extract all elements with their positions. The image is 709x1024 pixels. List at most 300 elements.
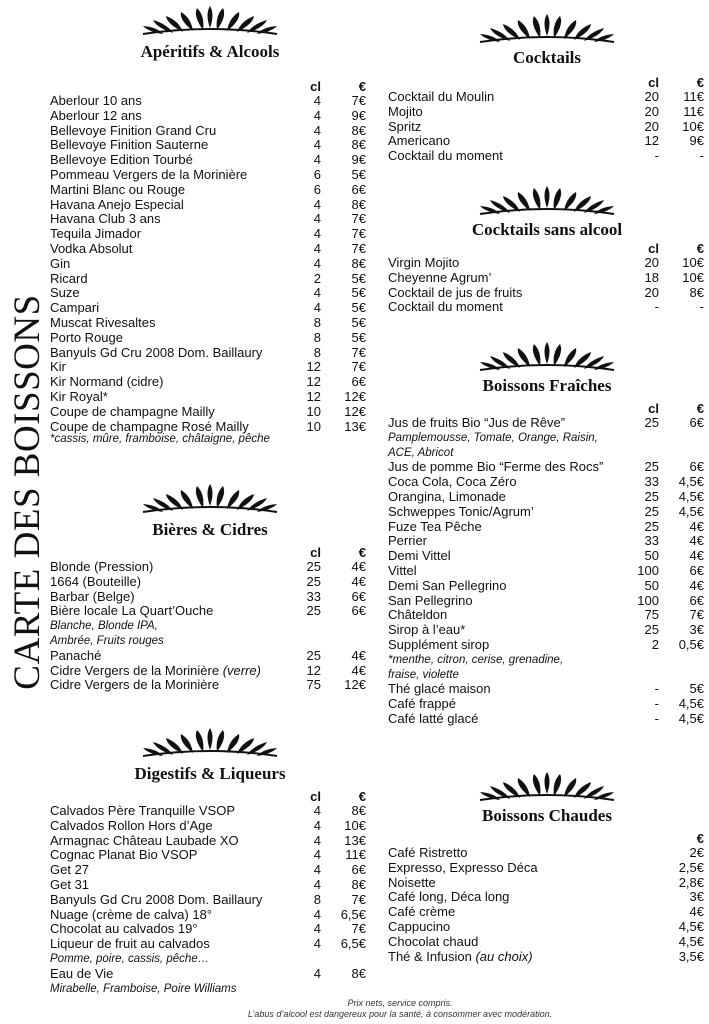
- item-price: 7€: [351, 211, 366, 227]
- menu-row: [388, 300, 704, 315]
- menu-row: [388, 712, 704, 727]
- item-name: Spritz: [388, 118, 422, 134]
- item-volume: -: [654, 148, 659, 164]
- item-price: 7€: [351, 891, 366, 907]
- item-volume: 4: [313, 152, 321, 168]
- menu-row: [388, 846, 704, 861]
- item-volume: 4: [313, 862, 321, 878]
- cocktails-table: cl € Cocktail du Moulin 20 11€ Mojito 20 11€ Spritz 20 10€ Americano 12 9€ Cocktail du moment - -: [388, 75, 704, 164]
- item-volume: 33: [644, 474, 659, 490]
- section-cocktails: [388, 14, 706, 164]
- item-name: Châteldon: [388, 607, 448, 623]
- item-name: Bellevoye Finition Grand Cru: [50, 122, 217, 138]
- item-volume: 4: [313, 122, 321, 138]
- menu-row: [388, 638, 704, 653]
- menu-row: [50, 405, 366, 420]
- menu-row: [388, 416, 704, 431]
- item-name: Blonde (Pression): [50, 559, 154, 574]
- item-price: 6€: [689, 592, 704, 608]
- section-chaudes: [388, 772, 706, 964]
- item-volume: 4: [313, 832, 321, 848]
- menu-row: [50, 138, 366, 153]
- item-name: Bellevoye Edition Tourbé: [50, 152, 193, 168]
- item-price: 4,5€: [678, 933, 704, 949]
- item-price: 4€: [689, 904, 704, 920]
- item-name: Liqueur de fruit au calvados: [50, 936, 210, 952]
- item-volume: 2: [651, 636, 659, 652]
- item-volume: 4: [313, 196, 321, 212]
- menu-row: [50, 937, 366, 952]
- leaf-ornament-icon: [472, 186, 622, 216]
- item-name: Aberlour 12 ans: [50, 107, 142, 123]
- leaf-ornament-icon: [135, 6, 285, 36]
- menu-row: [388, 271, 704, 286]
- menu-row: [50, 420, 366, 435]
- item-price: 4€: [689, 548, 704, 564]
- menu-row: Cidre Vergers de la Morinière (verre) 12 4€: [50, 662, 366, 678]
- leaf-ornament-icon: [135, 728, 285, 758]
- menu-row: [50, 109, 366, 124]
- menu-row: [50, 878, 366, 893]
- item-price: 0,5€: [678, 636, 704, 652]
- item-price: 5€: [351, 314, 366, 330]
- item-volume: 20: [644, 103, 659, 119]
- menu-row: [388, 594, 704, 609]
- item-volume: 100: [637, 562, 659, 578]
- item-price: 11€: [683, 103, 704, 119]
- item-price: 4€: [351, 573, 366, 589]
- menu-row: [50, 316, 366, 331]
- section-title: Boissons Fraîches: [482, 376, 612, 395]
- menu-row: [50, 257, 366, 272]
- menu-row: [50, 124, 366, 139]
- item-volume: 25: [644, 415, 659, 430]
- menu-row: [50, 590, 366, 605]
- footer-line1: Prix nets, service compris.: [347, 998, 453, 1008]
- item-name: Cocktail de jus de fruits: [388, 284, 523, 300]
- item-price: -: [699, 299, 704, 315]
- item-price: 7€: [351, 344, 366, 360]
- section-sans-alcool: [388, 186, 706, 315]
- menu-row: [50, 242, 366, 257]
- section-fraiches: [388, 342, 706, 727]
- section-title: Boissons Chaudes: [482, 806, 612, 825]
- section-bieres: [50, 484, 370, 693]
- item-price: 4€: [689, 577, 704, 593]
- item-price: 9€: [351, 152, 366, 168]
- item-volume: 25: [644, 459, 659, 475]
- section-title: Cocktails: [513, 48, 581, 67]
- item-name: Coupe de champagne Mailly: [50, 403, 215, 419]
- item-volume: 4: [313, 285, 321, 301]
- item-volume: 25: [306, 603, 321, 619]
- item-price: 4,5€: [678, 503, 704, 519]
- item-volume: 20: [644, 118, 659, 134]
- item-volume: 25: [644, 622, 659, 638]
- item-volume: 4: [313, 137, 321, 153]
- item-volume: -: [654, 696, 659, 712]
- item-volume: 12: [644, 133, 659, 149]
- item-price: 2,5€: [678, 859, 704, 875]
- menu-row: [50, 301, 366, 316]
- item-name: Ricard: [50, 270, 88, 286]
- menu-row: [50, 604, 366, 619]
- menu-row: [388, 935, 704, 950]
- item-name: Chocolat chaud: [388, 933, 479, 949]
- item-price: 9€: [689, 133, 704, 149]
- item-price: 7€: [351, 226, 366, 242]
- item-volume: 2: [313, 270, 321, 286]
- item-price: 8€: [351, 876, 366, 892]
- item-volume: 4: [313, 107, 321, 123]
- menu-row: [388, 149, 704, 164]
- item-volume: 8: [313, 344, 321, 360]
- item-price: 4,5€: [678, 696, 704, 712]
- item-volume: 12: [306, 388, 321, 404]
- item-price: 10€: [344, 817, 366, 833]
- menu-row: [388, 549, 704, 564]
- item-price: 8€: [351, 137, 366, 153]
- item-volume: 4: [313, 921, 321, 937]
- menu-row: [388, 460, 704, 475]
- item-price: 3€: [689, 889, 704, 905]
- fraiches-table: cl € Jus de fruits Bio “Jus de Rêve” 25 6€ Pamplemousse, Tomate, Orange, Raisin, ACE, Abricot Jus de pomme Bio “Ferme des Rocs” 25 6€ Coca Cola, Coca Zéro 33 4,5€ Orangina, Limonade 25 4,5€ Schweppes Tonic/Agrum’ 25 4,5€ Fuze Tea Pêche 25 4€ Perrier 33 4€ Demi Vittel 50 4€ Vittel 100 6€ Demi San Pellegrino 50 4€ San Pellegrino 100 6€ Châteldon 75 7€ Sirop à l’eau* 25 3€ Supplément sirop 2 0,5€ *menthe, citron, cerise, grenadine, fraise, violette Thé glacé maison - 5€ Café frappé - 4,5€ Café latté glacé - 4,5€: [388, 401, 704, 726]
- item-volume: 4: [313, 93, 321, 108]
- menu-row: [388, 890, 704, 905]
- item-name: Jus de fruits Bio “Jus de Rêve”: [388, 415, 566, 430]
- item-name: Pommeau Vergers de la Morinière: [50, 166, 248, 182]
- footer-line2: L’abus d’alcool est dangereux pour la santé, à consommer avec modération.: [247, 1009, 553, 1019]
- menu-row: [50, 922, 366, 937]
- menu-row: [50, 819, 366, 834]
- item-volume: -: [654, 681, 659, 697]
- menu-row: [388, 534, 704, 549]
- menu-row: [388, 490, 704, 505]
- item-name: Cocktail du moment: [388, 299, 503, 315]
- section-digestifs: [50, 728, 370, 996]
- menu-row: [50, 346, 366, 361]
- menu-row: [50, 183, 366, 198]
- item-name: Aberlour 10 ans: [50, 93, 142, 108]
- item-price: 4€: [689, 518, 704, 534]
- vertical-title: CARTE DES BOISSONS: [7, 294, 48, 690]
- item-price: 4,5€: [678, 474, 704, 490]
- menu-row: [50, 286, 366, 301]
- item-name: Perrier: [388, 533, 428, 549]
- item-volume: 33: [644, 533, 659, 549]
- item-name: Expresso, Expresso Déca: [388, 859, 538, 875]
- item-name: Cognac Planat Bio VSOP: [50, 847, 198, 863]
- menu-row: [50, 804, 366, 819]
- item-name: Thé glacé maison: [388, 681, 491, 697]
- item-price: 6€: [351, 181, 366, 197]
- item-volume: 12: [306, 359, 321, 375]
- item-price: 7€: [351, 359, 366, 375]
- menu-row: [50, 94, 366, 109]
- item-name: Muscat Rivesaltes: [50, 314, 156, 330]
- item-volume: 8: [313, 891, 321, 907]
- item-price: 5€: [351, 166, 366, 182]
- menu-row: [388, 256, 704, 271]
- item-name: Bellevoye Finition Sauterne: [50, 137, 209, 153]
- menu-row: [50, 227, 366, 242]
- item-volume: 4: [313, 300, 321, 316]
- item-volume: -: [654, 299, 659, 315]
- menu-row: [50, 863, 366, 878]
- item-name: Havana Club 3 ans: [50, 211, 161, 227]
- item-volume: 20: [644, 89, 659, 104]
- item-price: 4€: [351, 647, 366, 663]
- item-volume: 4: [313, 803, 321, 818]
- menu-row: [50, 848, 366, 863]
- item-name: Calvados Rollon Hors d’Age: [50, 817, 213, 833]
- item-volume: 12: [306, 374, 321, 390]
- menu-row: [50, 967, 366, 982]
- item-name: Demi San Pellegrino: [388, 577, 507, 593]
- menu-row: Thé & Infusion (au choix) 3,5€: [388, 948, 704, 964]
- item-price: -: [699, 148, 704, 164]
- footer: [150, 998, 650, 1020]
- item-name: Coca Cola, Coca Zéro: [388, 474, 517, 490]
- aperitifs-note: *cassis, mûre, framboise, châtaigne, pêche: [50, 433, 270, 446]
- leaf-ornament-icon: [472, 342, 622, 372]
- item-name: Porto Rouge: [50, 329, 123, 345]
- item-price: 6€: [351, 862, 366, 878]
- item-volume: 4: [313, 255, 321, 271]
- item-name: Cocktail du moment: [388, 148, 503, 164]
- item-volume: 25: [306, 647, 321, 663]
- menu-row: [388, 861, 704, 876]
- item-price: 5€: [689, 681, 704, 697]
- item-price: 4,5€: [678, 488, 704, 504]
- item-price: 9€: [351, 107, 366, 123]
- item-price: 6€: [689, 415, 704, 430]
- item-volume: 4: [313, 936, 321, 952]
- menu-row: [388, 697, 704, 712]
- section-title: Cocktails sans alcool: [471, 220, 623, 239]
- sans-alcool-table: cl € Virgin Mojito 20 10€ Cheyenne Agrum’ 18 10€ Cocktail de jus de fruits 20 8€ Cocktail du moment - -: [388, 241, 704, 315]
- item-name: Martini Blanc ou Rouge: [50, 181, 186, 197]
- aperitifs-table: cl € Aberlour 10 ans 4 7€ Aberlour 12 ans 4 9€ Bellevoye Finition Grand Cru 4 8€ Bellevoye Finition Sauterne 4 8€ Bellevoye Edition Tourbé 4 9€ Pommeau Vergers de la Morinière 6 5€ Martini Blanc ou Rouge 6 6€ Havana Anejo Especial 4 8€ Havana Club 3 ans 4 7€ Tequila Jimador 4 7€ Vodka Absolut 4 7€ Gin 4 8€ Ricard 2 5€ Suze 4 5€ Campari 4 5€ Muscat Rivesaltes 8 5€ Porto Rouge 8 5€ Banyuls Gd Cru 2008 Dom. Baillaury 8 7€ Kir 12 7€ Kir Normand (cidre) 12 6€ Kir Royal* 12 12€ Coupe de champagne Mailly 10 12€ Coupe de champagne Rosé Mailly 10 13€: [50, 79, 366, 434]
- item-price: 6,5€: [340, 936, 366, 952]
- menu-row: [50, 360, 366, 375]
- item-price: 2,8€: [678, 874, 704, 890]
- menu-row: [388, 920, 704, 935]
- menu-row: [50, 908, 366, 923]
- menu-row: [50, 560, 366, 575]
- item-price: 2€: [689, 845, 704, 860]
- item-name: Schweppes Tonic/Agrum’: [388, 503, 534, 519]
- item-volume: 25: [644, 503, 659, 519]
- item-name: Armagnac Château Laubade XO: [50, 832, 239, 848]
- item-volume: 6: [313, 181, 321, 197]
- item-price: 7€: [351, 921, 366, 937]
- item-volume: 4: [313, 906, 321, 922]
- menu-row: [50, 834, 366, 849]
- item-name: Café Ristretto: [388, 845, 468, 860]
- menu-row: Cidre Vergers de la Morinière 75 12€: [50, 677, 366, 693]
- section-title: Bières & Cidres: [152, 520, 268, 539]
- item-volume: 25: [644, 488, 659, 504]
- item-name: Jus de pomme Bio “Ferme des Rocs”: [388, 459, 604, 475]
- menu-row: [388, 120, 704, 135]
- menu-row: [388, 90, 704, 105]
- item-price: 10€: [682, 255, 704, 270]
- menu-row: [50, 331, 366, 346]
- item-price: 13€: [344, 832, 366, 848]
- item-name: Vittel: [388, 562, 417, 578]
- item-volume: 50: [644, 577, 659, 593]
- menu-row: [388, 876, 704, 891]
- section-title: Apéritifs & Alcools: [140, 42, 280, 61]
- item-name: Eau de Vie: [50, 965, 114, 981]
- item-volume: -: [654, 710, 659, 726]
- item-name: Americano: [388, 133, 451, 149]
- menu-row: [50, 212, 366, 227]
- item-volume: 10: [306, 418, 321, 434]
- item-price: 8€: [351, 196, 366, 212]
- item-price: 10€: [682, 269, 704, 285]
- item-volume: 100: [637, 592, 659, 608]
- item-volume: 18: [644, 269, 659, 285]
- item-name: Suze: [50, 285, 80, 301]
- item-price: 11€: [683, 89, 704, 104]
- item-price: 8€: [351, 255, 366, 271]
- item-price: 5€: [351, 300, 366, 316]
- item-volume: 10: [306, 403, 321, 419]
- item-volume: 4: [313, 876, 321, 892]
- item-volume: 4: [313, 240, 321, 256]
- item-name: Get 31: [50, 876, 90, 892]
- item-price: 7€: [351, 240, 366, 256]
- menu-row: [50, 168, 366, 183]
- item-price: 10€: [682, 118, 704, 134]
- item-price: 8€: [689, 284, 704, 300]
- item-price: 6€: [351, 374, 366, 390]
- menu-row: [50, 198, 366, 213]
- item-volume: 75: [644, 607, 659, 623]
- item-volume: 20: [644, 284, 659, 300]
- item-name: Kir Normand (cidre): [50, 374, 164, 390]
- item-price: 6€: [351, 603, 366, 619]
- menu-row: [388, 505, 704, 520]
- item-price: 7€: [351, 93, 366, 108]
- item-name: San Pellegrino: [388, 592, 473, 608]
- item-price: 6,5€: [340, 906, 366, 922]
- item-name: Tequila Jimador: [50, 226, 142, 242]
- menu-row: [388, 564, 704, 579]
- item-name: Bière locale La Quart’Ouche: [50, 603, 214, 619]
- item-volume: 4: [313, 226, 321, 242]
- item-name: Fuze Tea Pêche: [388, 518, 482, 534]
- item-name: Orangina, Limonade: [388, 488, 506, 504]
- menu-row: [50, 375, 366, 390]
- item-name: Supplément sirop: [388, 636, 490, 652]
- item-name: Noisette: [388, 874, 436, 890]
- item-name: Vodka Absolut: [50, 240, 133, 256]
- item-price: 4,5€: [678, 710, 704, 726]
- item-volume: 33: [306, 588, 321, 604]
- item-name: Café frappé: [388, 696, 456, 712]
- item-price: 4€: [351, 559, 366, 574]
- item-name: Mojito: [388, 103, 423, 119]
- item-price: 12€: [344, 403, 366, 419]
- item-name: Café crème: [388, 904, 456, 920]
- menu-row: [388, 623, 704, 638]
- item-name: Barbar (Belge): [50, 588, 135, 604]
- item-name: Nuage (crème de calva) 18°: [50, 906, 212, 922]
- item-volume: 6: [313, 166, 321, 182]
- leaf-ornament-icon: [472, 772, 622, 802]
- item-price: 6€: [351, 588, 366, 604]
- menu-row: [50, 390, 366, 405]
- item-name: Kir Royal*: [50, 388, 108, 404]
- item-volume: 4: [313, 847, 321, 863]
- item-name: Sirop à l’eau*: [388, 622, 466, 638]
- chaudes-table: € Café Ristretto 2€ Expresso, Expresso Déca 2,5€ Noisette 2,8€ Café long, Déca long 3€ Café crème 4€ Cappucino 4,5€ Chocolat chaud 4,5€ Thé & Infusion (au choix) 3,5€: [388, 831, 704, 964]
- menu-row: [50, 893, 366, 908]
- item-price: 13€: [344, 418, 366, 434]
- item-name: Cheyenne Agrum’: [388, 269, 492, 285]
- menu-row: [388, 905, 704, 920]
- item-volume: 8: [313, 314, 321, 330]
- menu-row: [388, 579, 704, 594]
- menu-row: [388, 134, 704, 149]
- menu-row: [388, 608, 704, 623]
- menu-row: [50, 272, 366, 287]
- item-name: Demi Vittel: [388, 548, 451, 564]
- item-volume: 25: [306, 573, 321, 589]
- section-title: Digestifs & Liqueurs: [134, 764, 286, 783]
- item-name: Coupe de champagne Rosé Mailly: [50, 418, 249, 434]
- item-name: Café latté glacé: [388, 710, 479, 726]
- digestifs-table: cl € Calvados Père Tranquille VSOP 4 8€ Calvados Rollon Hors d’Age 4 10€ Armagnac Château Laubade XO 4 13€ Cognac Planat Bio VSOP 4 11€ Get 27 4 6€ Get 31 4 8€ Banyuls Gd Cru 2008 Dom. Baillaury 8 7€ Nuage (crème de calva) 18° 4 6,5€ Chocolat au calvados 19° 4 7€ Liqueur de fruit au calvados 4 6,5€ Pomme, poire, cassis, pêche… Eau de Vie 4 8€ Mirabelle, Framboise, Poire Williams: [50, 789, 366, 995]
- item-price: 5€: [351, 285, 366, 301]
- menu-row: [388, 286, 704, 301]
- section-aperitifs: [50, 6, 370, 445]
- item-price: 4,5€: [678, 918, 704, 934]
- item-name: Panaché: [50, 647, 102, 663]
- item-price: 5€: [351, 329, 366, 345]
- item-name: Virgin Mojito: [388, 255, 460, 270]
- item-volume: 25: [644, 518, 659, 534]
- item-name: Café long, Déca long: [388, 889, 510, 905]
- item-name: Campari: [50, 300, 100, 316]
- item-price: 3€: [689, 622, 704, 638]
- item-volume: 50: [644, 548, 659, 564]
- item-name: Banyuls Gd Cru 2008 Dom. Baillaury: [50, 344, 263, 360]
- item-name: Havana Anejo Especial: [50, 196, 184, 212]
- item-name: Get 27: [50, 862, 90, 878]
- menu-row: [388, 105, 704, 120]
- item-price: 8€: [351, 965, 366, 981]
- menu-row: [388, 682, 704, 697]
- bieres-table: cl € Blonde (Pression) 25 4€ 1664 (Bouteille) 25 4€ Barbar (Belge) 33 6€ Bière locale La Quart’Ouche 25 6€ Blanche, Blonde IPA, Ambrée, Fruits rouges Panaché 25 4€ Cidre Vergers de la Morinière (verre) 12 4€ Cidre Vergers de la Morinière 75 12€: [50, 545, 366, 693]
- item-name: Chocolat au calvados 19°: [50, 921, 198, 937]
- item-name: Cappucino: [388, 918, 451, 934]
- menu-row: [50, 649, 366, 664]
- item-price: 8€: [351, 122, 366, 138]
- item-price: 4€: [689, 533, 704, 549]
- menu-row: [388, 475, 704, 490]
- leaf-ornament-icon: [472, 14, 622, 44]
- item-volume: 8: [313, 329, 321, 345]
- menu-row: [50, 153, 366, 168]
- vertical-title-wrap: [8, 262, 48, 722]
- menu-row: [388, 520, 704, 535]
- item-price: 5€: [351, 270, 366, 286]
- leaf-ornament-icon: [135, 484, 285, 514]
